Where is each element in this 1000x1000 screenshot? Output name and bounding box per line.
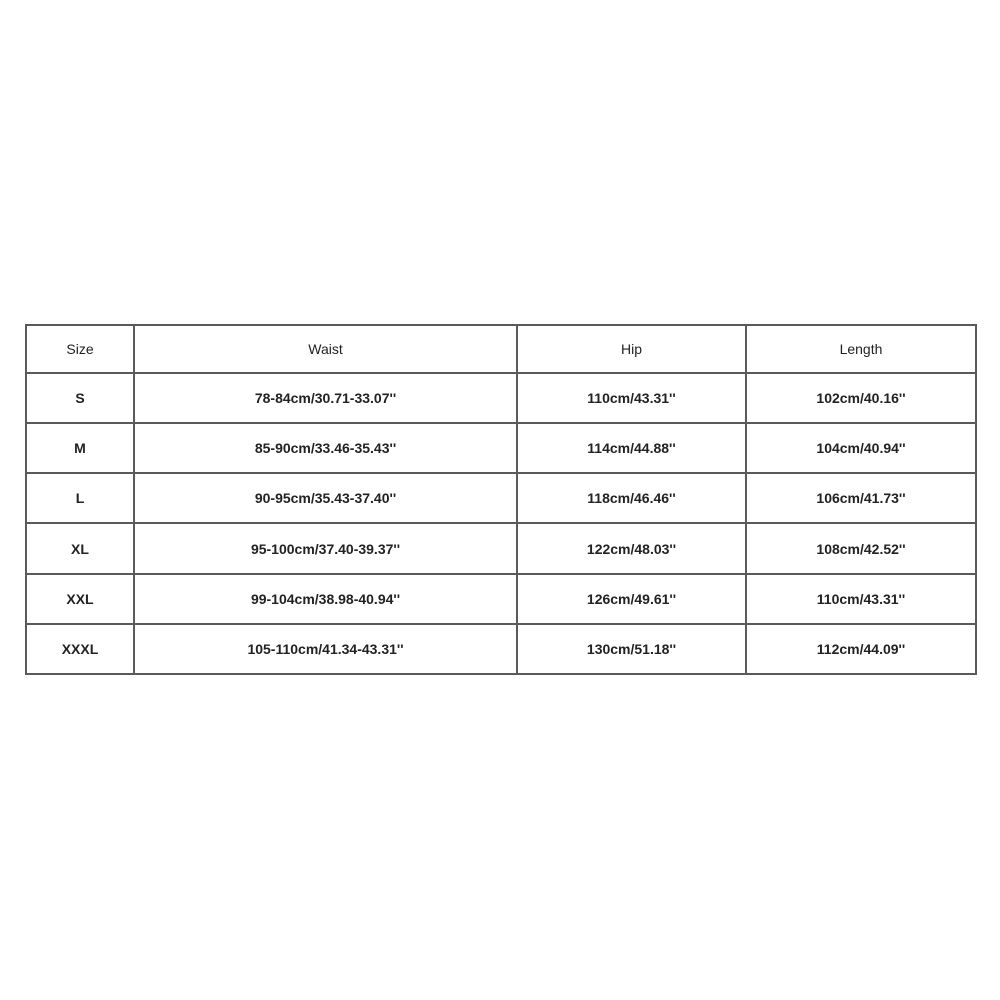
length-cell: 108cm/42.52'' <box>746 523 976 573</box>
column-header-length: Length <box>746 325 976 373</box>
size-cell: XXXL <box>26 624 134 674</box>
waist-cell: 90-95cm/35.43-37.40'' <box>134 473 517 523</box>
length-cell: 112cm/44.09'' <box>746 624 976 674</box>
column-header-waist: Waist <box>134 325 517 373</box>
table-row <box>26 574 976 624</box>
hip-cell: 118cm/46.46'' <box>517 473 746 523</box>
table-row <box>26 473 976 523</box>
table-row <box>26 423 976 473</box>
hip-cell: 122cm/48.03'' <box>517 523 746 573</box>
length-cell: 102cm/40.16'' <box>746 373 976 423</box>
table-row <box>26 523 976 573</box>
length-cell: 110cm/43.31'' <box>746 574 976 624</box>
table-row <box>26 624 976 674</box>
size-cell: XXL <box>26 574 134 624</box>
size-chart-table <box>25 324 977 675</box>
length-cell: 106cm/41.73'' <box>746 473 976 523</box>
waist-cell: 99-104cm/38.98-40.94'' <box>134 574 517 624</box>
waist-cell: 85-90cm/33.46-35.43'' <box>134 423 517 473</box>
length-cell: 104cm/40.94'' <box>746 423 976 473</box>
table-row <box>26 373 976 423</box>
size-cell: XL <box>26 523 134 573</box>
size-cell: S <box>26 373 134 423</box>
column-header-size: Size <box>26 325 134 373</box>
size-cell: M <box>26 423 134 473</box>
hip-cell: 126cm/49.61'' <box>517 574 746 624</box>
header-row <box>26 325 976 373</box>
waist-cell: 95-100cm/37.40-39.37'' <box>134 523 517 573</box>
hip-cell: 110cm/43.31'' <box>517 373 746 423</box>
hip-cell: 130cm/51.18'' <box>517 624 746 674</box>
column-header-hip: Hip <box>517 325 746 373</box>
waist-cell: 78-84cm/30.71-33.07'' <box>134 373 517 423</box>
hip-cell: 114cm/44.88'' <box>517 423 746 473</box>
size-cell: L <box>26 473 134 523</box>
waist-cell: 105-110cm/41.34-43.31'' <box>134 624 517 674</box>
